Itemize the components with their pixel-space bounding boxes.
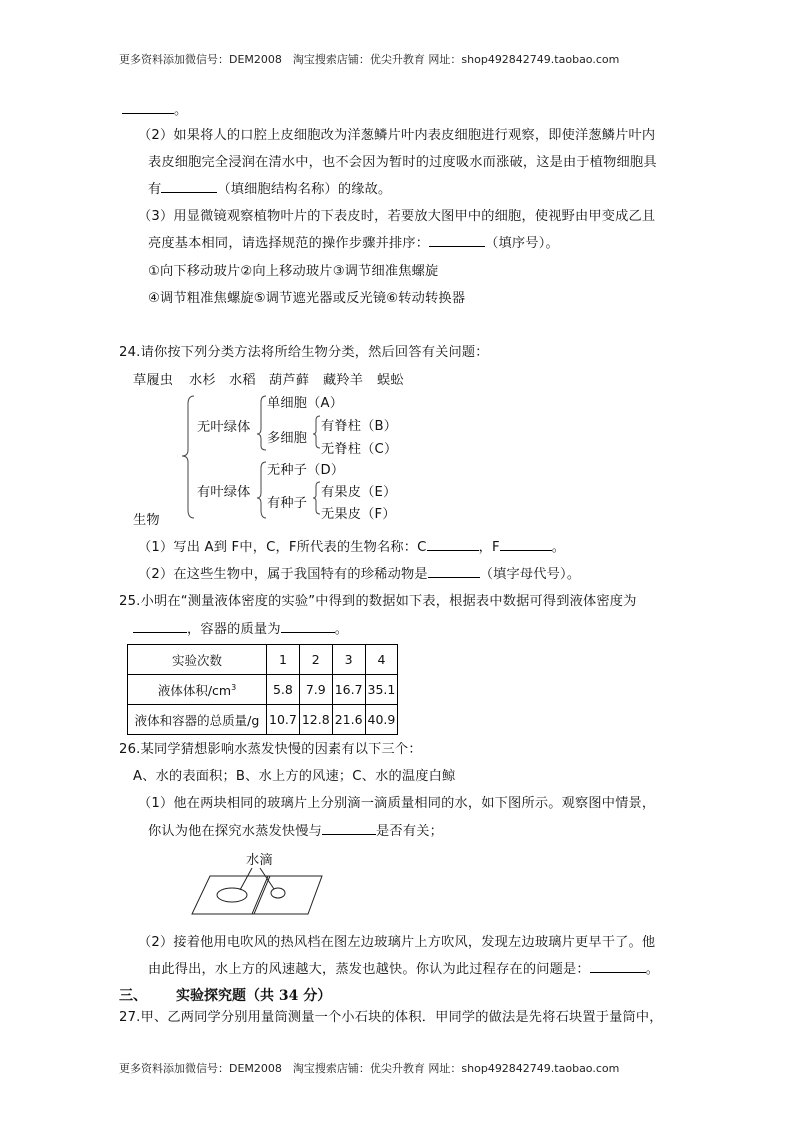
tree-no-chlorophyll: 无叶绿体: [197, 420, 251, 435]
q24-organism-1: 草履虫: [133, 373, 174, 388]
table-header-cell: 实验次数: [128, 645, 267, 675]
table-row-label: 液体和容器的总质量/g: [128, 705, 267, 735]
table-cell: 40.9: [365, 705, 398, 735]
q24-organism-5: 藏羚羊: [323, 373, 364, 388]
table-header-cell: 3: [332, 645, 365, 675]
tree-vertebrate: 有脊柱（B）: [321, 419, 398, 434]
page-header: 更多资料添加微信号：DEM2008 淘宝搜索店铺：优尖升教育 网址：shop492842749.taobao.com: [119, 53, 620, 66]
table-cell: 10.7: [267, 705, 300, 735]
table-cell: 5.8: [267, 675, 300, 705]
table-header-cell: 1: [267, 645, 300, 675]
large-water-drop: [217, 888, 247, 902]
q25-stem: 25.小明在“测量液体密度的实验”中得到的数据如下表，根据表中数据可得到液体密度为: [119, 594, 637, 609]
table-cell: 21.6: [332, 705, 365, 735]
tree-no-pericarp: 无果皮（F）: [321, 507, 396, 522]
table-cell: 16.7: [332, 675, 365, 705]
tree-invertebrate: 无脊柱（C）: [321, 442, 398, 457]
classification-brackets: [180, 392, 330, 524]
table-row: [128, 705, 398, 735]
q24-organism-6: 蜈蚣: [377, 373, 404, 388]
q26-part1-line2: 你认为他在探究水蒸发快慢与 是否有关；: [148, 824, 443, 839]
tree-has-seed: 有种子: [267, 496, 308, 511]
table-header-cell: 4: [365, 645, 398, 675]
tree-no-seed: 无种子（D）: [267, 463, 345, 478]
q24-part2: （2）在这些生物中，属于我国特有的珍稀动物是 （填字母代号）。: [138, 567, 581, 582]
tree-unicellular: 单细胞（A）: [267, 396, 344, 411]
table-cell: 35.1: [365, 675, 398, 705]
tree-has-pericarp: 有果皮（E）: [321, 485, 397, 500]
table-row: [128, 645, 398, 675]
table-cell: 12.8: [299, 705, 332, 735]
q25-data-table: [127, 644, 398, 735]
q23-part3-line2: 亮度基本相同，请选择规范的操作步骤并排序： （填序号）。: [148, 236, 559, 251]
q23-options-2: ④调节粗准焦螺旋⑤调节遮光器或反光镜⑥转动转换器: [148, 291, 466, 306]
q23-part2-line3: 有 （填细胞结构名称）的缘故。: [148, 182, 392, 197]
tree-multicellular: 多细胞: [267, 431, 308, 446]
q26-part2-line1: （2）接着他用电吹风的热风档在图左边玻璃片上方吹风，发现左边玻璃片更早干了。他: [138, 935, 656, 950]
q27-line1: 27.甲、乙两同学分别用量筒测量一个小石块的体积．甲同学的做法是先将石块置于量筒中，: [119, 1010, 663, 1025]
q24-part1: （1）写出 A到 F中，C，F所代表的生物名称：C ，F 。: [138, 540, 566, 555]
section-title: 实验探究题（共 34 分）: [176, 988, 332, 1004]
small-water-drop: [271, 888, 285, 898]
q26-factors: A、水的表面积；B、水上方的风速；C、水的温度白鲸: [133, 769, 456, 784]
table-header-cell: 2: [299, 645, 332, 675]
q24-organism-4: 葫芦藓: [269, 373, 310, 388]
q23-options-1: ①向下移动玻片②向上移动玻片③调节细准焦螺旋: [148, 264, 439, 279]
q23-part2-line2: 表皮细胞完全浸润在清水中，也不会因为暂时的过度吸水而涨破，这是由于植物细胞具: [148, 155, 657, 170]
table-row-label: 液体体积$/cm^3$: [128, 675, 267, 705]
table-cell: 7.9: [299, 675, 332, 705]
tree-root-label: 生物: [133, 513, 160, 528]
q23-part2-line1: （2）如果将人的口腔上皮细胞改为洋葱鳞片叶内表皮细胞进行观察，即使洋葱鳞片叶内: [138, 128, 656, 143]
q25-line2: ，容器的质量为 。: [133, 618, 348, 637]
q24-stem: 24.请你按下列分类方法将所给生物分类，然后回答有关问题：: [119, 345, 489, 360]
glass-plates-figure: [190, 864, 325, 919]
q24-organism-2: 水杉: [189, 373, 216, 388]
section-number: 三、: [119, 988, 147, 1004]
table-row: [128, 675, 398, 705]
figure-label-water-drop: 水滴: [246, 853, 273, 868]
q26-stem: 26.某同学猜想影响水蒸发快慢的因素有以下三个：: [119, 742, 422, 757]
q26-part2-line2: 由此得出，水上方的风速越大，蒸发也越快。你认为此过程存在的问题是： 。: [148, 962, 660, 977]
page-footer: 更多资料添加微信号：DEM2008 淘宝搜索店铺：优尖升教育 网址：shop492842749.taobao.com: [119, 1062, 620, 1075]
top-blank-line: 。: [122, 99, 187, 118]
q26-part1-line1: （1）他在两块相同的玻璃片上分别滴一滴质量相同的水，如下图所示。观察图中情景，: [138, 796, 656, 811]
tree-has-chlorophyll: 有叶绿体: [197, 485, 251, 500]
q24-organism-3: 水稻: [229, 373, 256, 388]
q23-part3-line1: （3）用显微镜观察植物叶片的下表皮时，若要放大图甲中的细胞，使视野由甲变成乙且: [138, 209, 656, 224]
